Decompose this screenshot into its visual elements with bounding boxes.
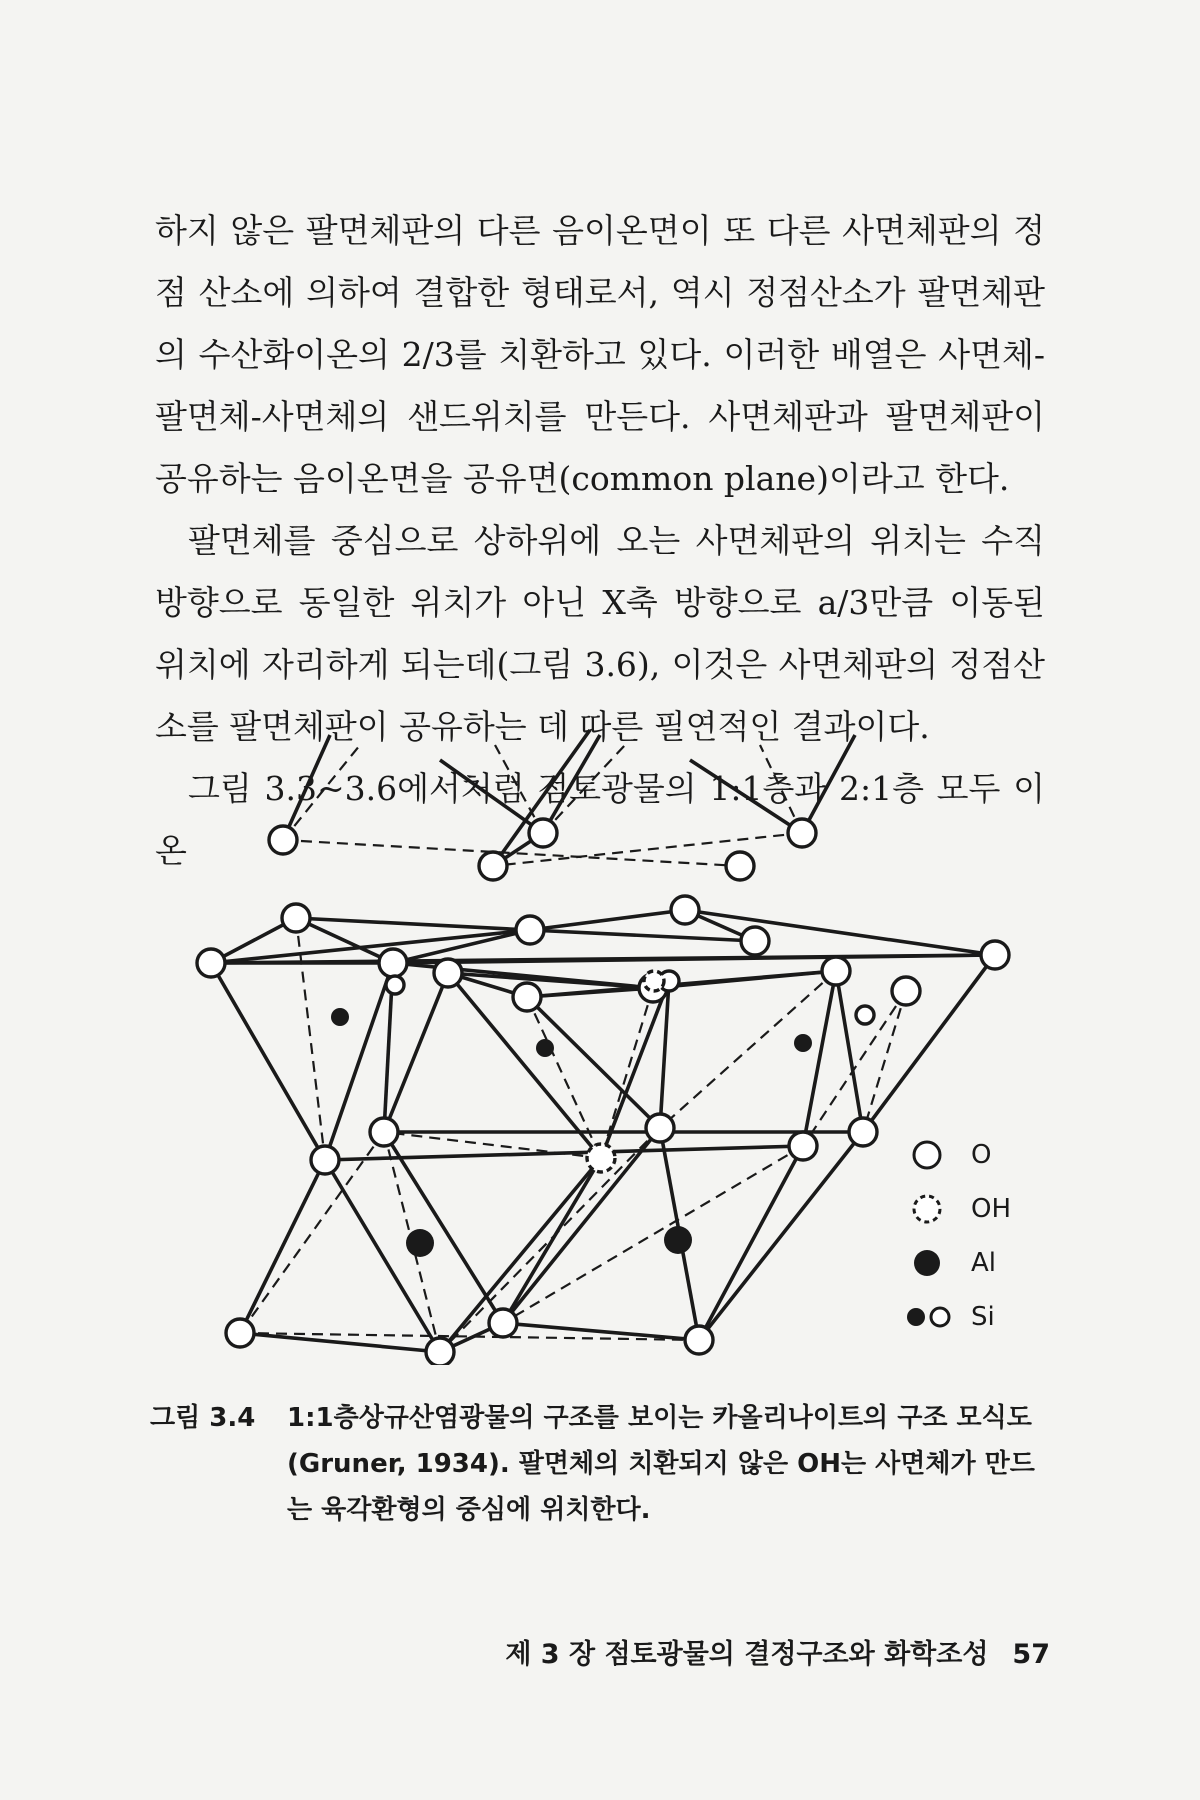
solid-bond-line (211, 930, 530, 963)
solid-bond-line (699, 1146, 803, 1340)
oxygen-atom (892, 977, 920, 1005)
legend-si-label: Si (971, 1302, 995, 1332)
oxygen-atom (822, 957, 850, 985)
solid-bond-line (530, 930, 755, 941)
oxygen-atom (282, 904, 310, 932)
figure-legend (905, 1128, 1065, 1344)
solid-bond-line (802, 735, 855, 833)
solid-bond-line (527, 971, 836, 997)
oxygen-atom (311, 1146, 339, 1174)
solid-bond-line (296, 918, 530, 930)
paragraph-3: 그림 3.3~3.6에서처럼 점토광물의 1:1층과 2:1층 모두 이온 (155, 769, 1045, 870)
oxygen-atom (529, 819, 557, 847)
oxygen-atom (849, 1118, 877, 1146)
solid-bond-line (296, 918, 393, 963)
oxygen-atom (516, 916, 544, 944)
dashed-bond-line (440, 1128, 660, 1352)
solid-bond-line (283, 735, 330, 840)
dashed-bond-line (527, 997, 601, 1158)
oxygen-atom (226, 1319, 254, 1347)
dashed-bond-line (503, 1146, 803, 1323)
oxygen-atom (426, 1338, 454, 1365)
solid-bond-line (527, 997, 660, 1128)
oxygen-atom (370, 1118, 398, 1146)
solid-bond-line (530, 910, 685, 930)
oxygen-atom (741, 927, 769, 955)
legend-o-label: O (971, 1140, 992, 1170)
oxygen-atom (789, 1132, 817, 1160)
silicon-symbol-icon (905, 1299, 963, 1335)
solid-bond-line (393, 930, 530, 963)
chapter-title: 제 3 장 점토광물의 결정구조와 화학조성 (505, 1639, 989, 1670)
oxygen-atom (434, 959, 462, 987)
legend-oh (905, 1182, 1065, 1236)
aluminum-atom (406, 1229, 434, 1257)
solid-bond-line (863, 955, 995, 1132)
solid-bond-line (503, 1158, 601, 1323)
page-number: 57 (1012, 1639, 1050, 1670)
oxygen-atom (685, 1326, 713, 1354)
running-footer (500, 1632, 1050, 1671)
oxygen-atom (269, 826, 297, 854)
oxygen-atom (197, 949, 225, 977)
oxygen-atom (386, 976, 404, 994)
silicon-atom (331, 1008, 349, 1026)
aluminum-atom (664, 1226, 692, 1254)
paragraph-2: 팔면체를 중심으로 상하위에 오는 사면체판의 위치는 수직방향으로 동일한 위치가 아닌 X축 방향으로 a/3만큼 이동된 위치에 자리하게 되는데(그림 3.6), 이것은 사면체판의 정점산소를 팔면체판이 공유하는 데 따른 필연적인 결과이다. (155, 521, 1045, 746)
solid-bond-line (836, 971, 863, 1132)
oxygen-atom (856, 1006, 874, 1024)
legend-al (905, 1236, 1065, 1290)
figure-label: 그림 3.4 (150, 1403, 256, 1433)
oxygen-atom (981, 941, 1009, 969)
legend-al-label: Al (971, 1248, 997, 1278)
oxygen-atom (513, 983, 541, 1011)
dashed-bond-line (283, 745, 360, 840)
silicon-atom (794, 1034, 812, 1052)
oxygen-symbol-icon (905, 1137, 963, 1173)
figure-caption-text: 1:1층상규산염광물의 구조를 보이는 카올리나이트의 구조 모식도(Gruner, 1934). 팔면체의 치환되지 않은 OH는 사면체가 만드는 육각환형의 중심에 위치한다. (287, 1403, 1035, 1525)
hydroxyl-atom (587, 1144, 615, 1172)
aluminum-symbol-icon (905, 1245, 963, 1281)
legend-si (905, 1290, 1065, 1344)
solid-bond-line (240, 1160, 325, 1333)
oxygen-atom (489, 1309, 517, 1337)
dashed-bond-line (543, 745, 625, 833)
oxygen-atom (379, 949, 407, 977)
silicon-atom (536, 1039, 554, 1057)
oxygen-atom (646, 1114, 674, 1142)
oxygen-atom (788, 819, 816, 847)
solid-bond-line (440, 760, 543, 833)
solid-bond-line (211, 963, 325, 1160)
oxygen-atom (726, 852, 754, 880)
legend-o (905, 1128, 1065, 1182)
solid-bond-line (384, 1132, 503, 1323)
hydroxyl-symbol-icon (905, 1191, 963, 1227)
solid-bond-line (699, 1132, 863, 1340)
paragraph-1: 하지 않은 팔면체판의 다른 음이온면이 또 다른 사면체판의 정점 산소에 의하여 결합한 형태로서, 역시 정점산소가 팔면체판의 수산화이온의 2/3를 치환하고 있다. 이러한 배열은 사면체-팔면체-사면체의 샌드위치를 만든다. 사면체판과 팔면체판이 공유하는 음이온면을 공유면(common plane)이라고 한다. (155, 211, 1045, 498)
legend-oh-label: OH (971, 1194, 1012, 1224)
oxygen-atom (671, 896, 699, 924)
solid-bond-line (503, 1128, 660, 1323)
oxygen-atom (479, 852, 507, 880)
solid-bond-line (384, 973, 448, 1132)
hydroxyl-atom (644, 971, 664, 991)
